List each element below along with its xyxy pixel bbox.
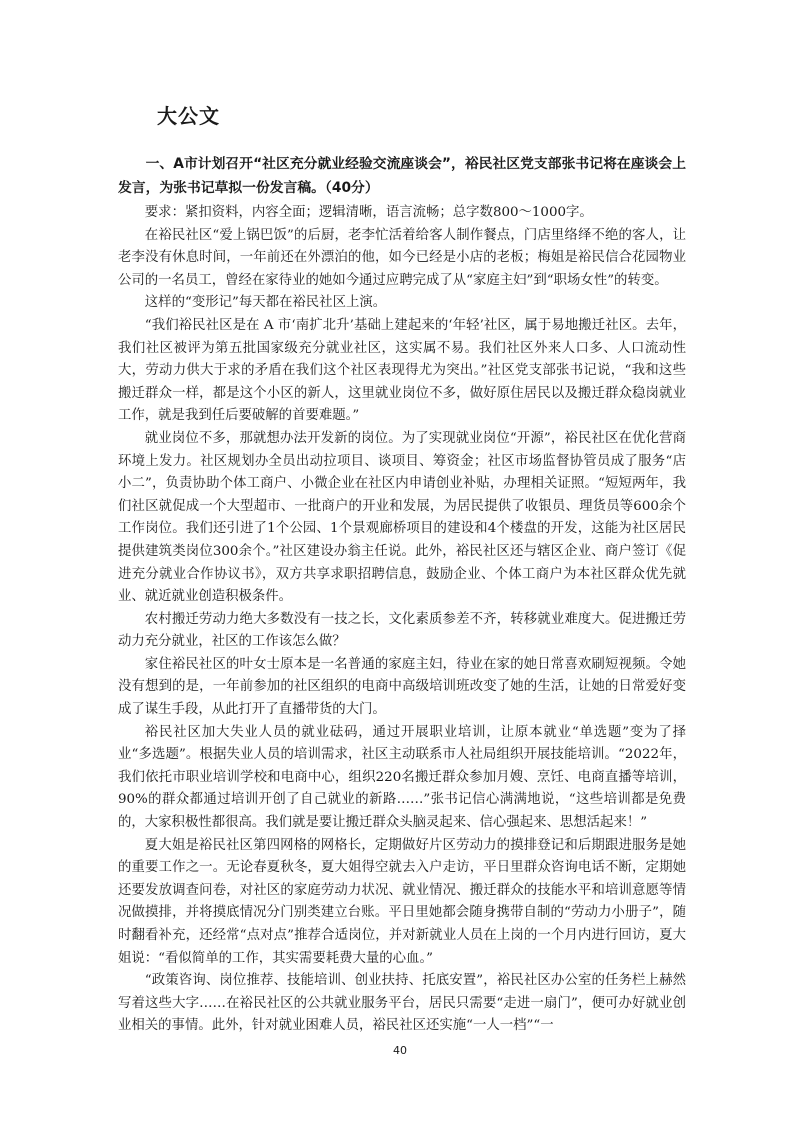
- question-paragraph: 一、A市计划召开“社区充分就业经验交流座谈会”，裕民社区党支部张书记将在座谈会上发言，为张书记草拟一份发言稿。（40分）: [118, 156, 686, 196]
- document-body: [118, 152, 686, 1038]
- body-paragraph: “我们裕民社区是在 A 市‘南扩北升’基础上建起来的‘年轻’社区，属于易地搬迁社区。去年，我们社区被评为第五批国家级充分就业社区，这实属不易。我们社区外来人口多、人口流动性大，劳动力供大于求的矛盾在我们这个社区表现得尤为突出。”社区党支部张书记说，“我和这些搬迁群众一样，都是这个小区的新人，这里就业岗位不多，做好原住居民以及搬迁群众稳岗就业工作，就是我到任后要破解的首要难题。”: [118, 317, 686, 424]
- body-paragraph: 农村搬迁劳动力绝大多数没有一技之长，文化素质参差不齐，转移就业难度大。促进搬迁劳动力充分就业，社区的工作该怎么做？: [118, 611, 686, 650]
- body-paragraph: 夏大姐是裕民社区第四网格的网格长，定期做好片区劳动力的摸排登记和后期跟进服务是她的重要工作之一。无论春夏秋冬，夏大姐得空就去入户走访，平日里群众咨询电话不断，定期她还要发放调查问卷，对社区的家庭劳动力状况、就业情况、搬迁群众的技能水平和培训意愿等情况做摸排，并将摸底情况分门别类建立台账。平日里她都会随身携带自制的“劳动力小册子”，随时翻看补充，还经常“点对点”推荐合适岗位，并对新就业人员在上岗的一个月内进行回访，夏大姐说：“看似简单的工作，其实需要耗费大量的心血。”: [118, 837, 686, 966]
- page-number: 40: [393, 1044, 407, 1057]
- body-paragraph: 家住裕民社区的叶女士原本是一名普通的家庭主妇，待业在家的她日常喜欢刷短视频。令她没有想到的是，一年前参加的社区组织的电商中高级培训班改变了她的生活，让她的日常爱好变成了谋生手段，从此打开了直播带货的大门。: [118, 656, 686, 718]
- body-paragraph: 裕民社区加大失业人员的就业砝码，通过开展职业培训，让原本就业“单选题”变为了择业“多选题”。根据失业人员的培训需求，社区主动联系市人社局组织开展技能培训。“2022年，我们依托市职业培训学校和电商中心，组织220名搬迁群众参加月嫂、烹饪、电商直播等培训，90%的群众都通过培训开创了自己就业的新路……”张书记信心满满地说，“这些培训都是免费的，大家积极性都很高。我们就是要让搬迁群众头脑灵起来、信心强起来、思想活起来！”: [118, 724, 686, 831]
- body-paragraph: 这样的“变形记”每天都在裕民社区上演。: [144, 295, 387, 311]
- body-paragraph: 在裕民社区“爱上锅巴饭”的后厨，老李忙活着给客人制作餐点，门店里络绎不绝的客人，让老李没有休息时间，一年前还在外漂泊的他，如今已经是小店的老板；梅姐是裕民信合花园物业公司的一名员工，曾经在家待业的她如今通过应聘完成了从“家庭主妇”到“职场女性”的转变。: [118, 227, 686, 288]
- body-paragraph: 就业岗位不多，那就想办法开发新的岗位。为了实现就业岗位“开源”，裕民社区在优化营商环境上发力。社区规划办全员出动拉项目、谈项目、筹资金；社区市场监督协管员成了服务“店小二”，负责协助个体工商户、小微企业在社区内申请创业补贴，办理相关证照。“短短两年，我们社区就促成一个大型超市、一批商户的开业和发展，为居民提供了收银员、理货员等600余个工作岗位。我们还引进了1个公园、1个景观廊桥项目的建设和4个楼盘的开发，这能为社区居民提供建筑类岗位300余个。”社区建设办翁主任说。此外，裕民社区还与辖区企业、商户签订《促进充分就业合作协议书》，双方共享求职招聘信息，鼓励企业、个体工商户为本社区群众优先就业、就近就业创造积极条件。: [118, 430, 686, 605]
- body-paragraph: “政策咨询、岗位推荐、技能培训、创业扶持、托底安置”，裕民社区办公室的任务栏上赫然写着这些大字……在裕民社区的公共就业服务平台，居民只需要“走进一扇门”，便可办好就业创业相关的事情。此外，针对就业困难人员，裕民社区还实施“一人一档”“一: [118, 973, 686, 1034]
- requirements-paragraph: 要求：紧扣资料，内容全面；逻辑清晰，语言流畅；总字数800～1000字。: [144, 205, 593, 220]
- document-title: 大公文: [157, 104, 220, 128]
